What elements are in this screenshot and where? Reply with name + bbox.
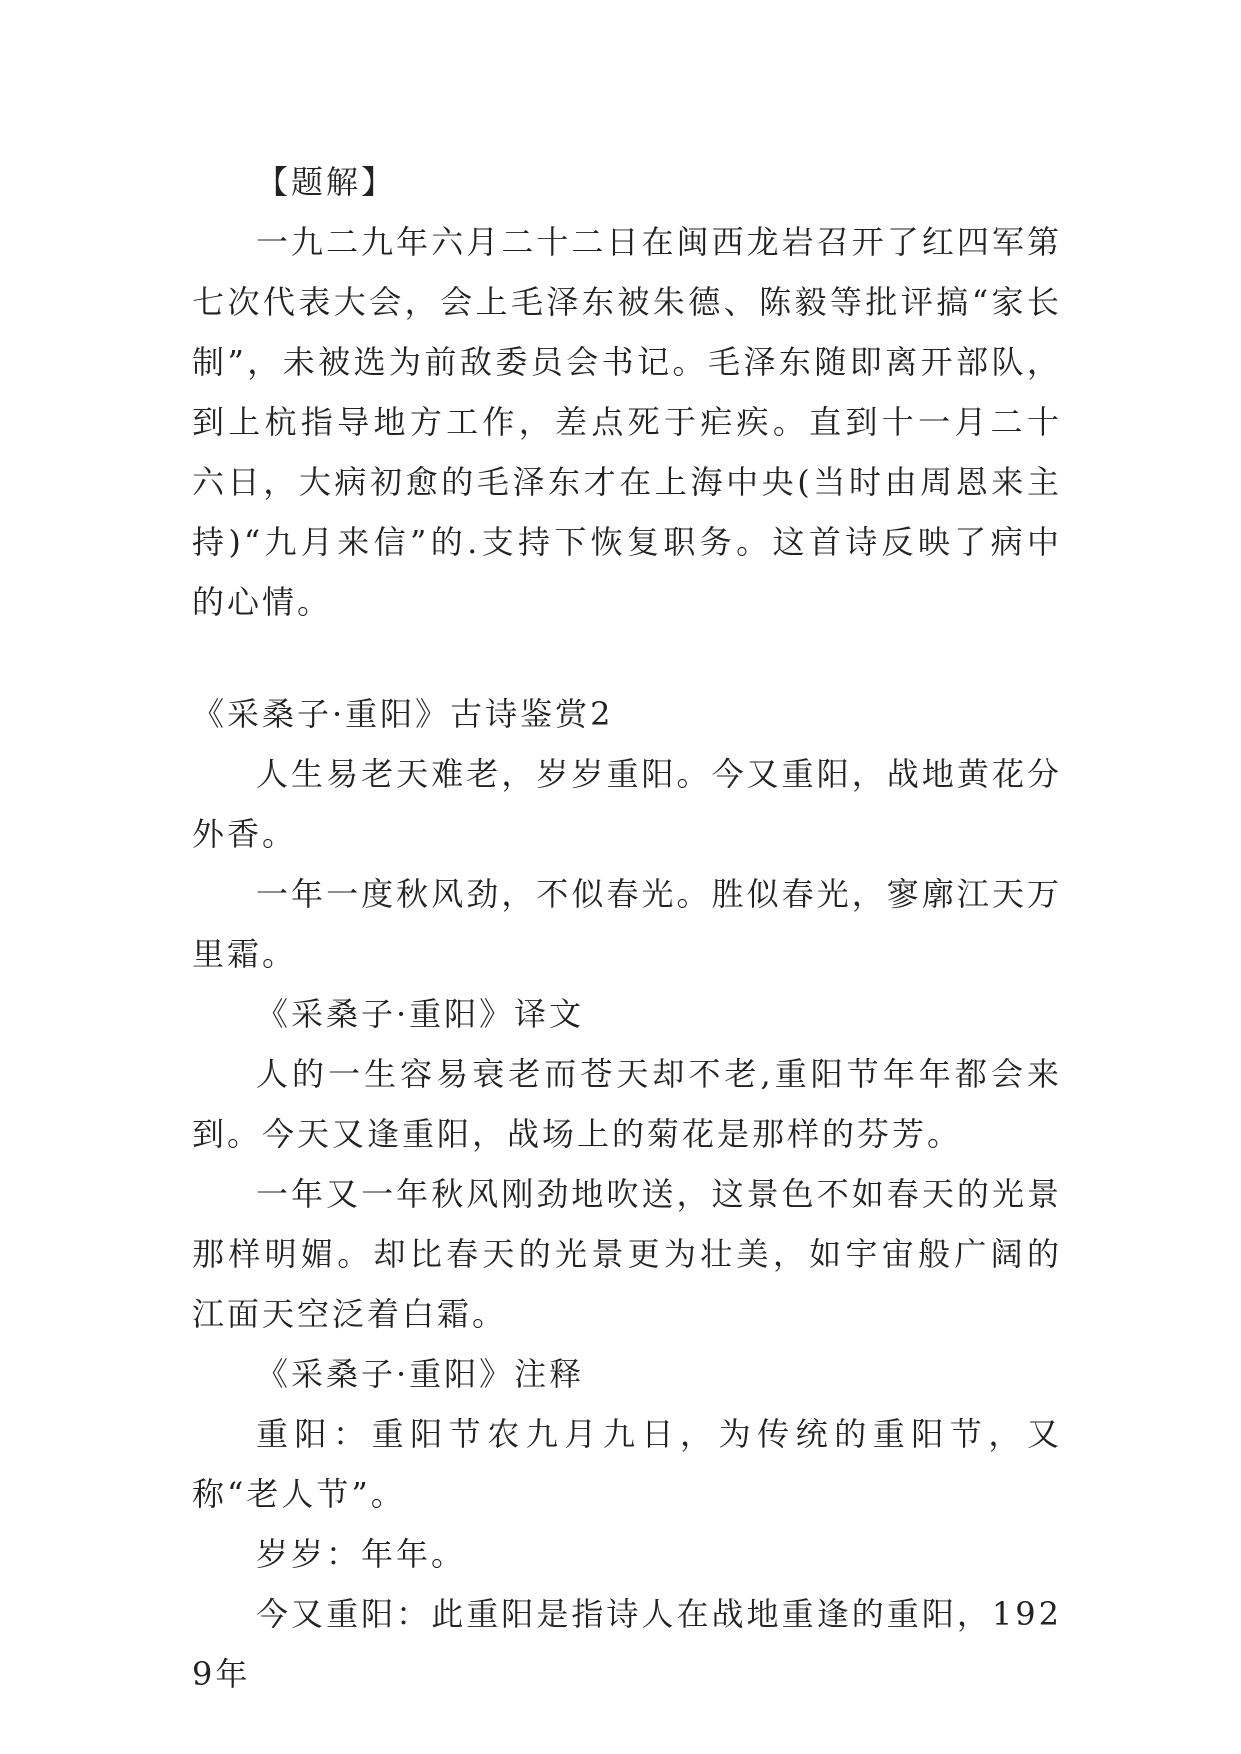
article-title: 《采桑子·重阳》古诗鉴赏2 [192,695,614,733]
translation-paragraph-1: 人的一生容易衰老而苍天却不老,重阳节年年都会来到。今天又逢重阳，战场上的菊花是那样的芬芳。 [192,1055,1062,1153]
note-suisui: 岁岁：年年。 [256,1535,467,1573]
note-chongyang: 重阳：重阳节农九月九日，为传统的重阳节，又称“老人节”。 [192,1415,1062,1513]
tijie-paragraph: 一九二九年六月二十二日在闽西龙岩召开了红四军第七次代表大会，会上毛泽东被朱德、陈毅等批评搞“家长制”，未被选为前敌委员会书记。毛泽东随即离开部队，到上杭指导地方工作，差点死于疟疾。直到十一月二十六日，大病初愈的毛泽东才在上海中央(当时由周恩来主持)“九月来信”的.支持下恢复职务。这首诗反映了病中的心情。 [192,223,1062,621]
section-gap [192,632,1062,684]
document-content [192,152,1062,1704]
section-heading-tijie: 【题解】 [256,163,397,201]
note-jinyouchongyang: 今又重阳：此重阳是指诗人在战地重逢的重阳，1929年 [192,1595,1062,1693]
poem-stanza-2: 一年一度秋风劲，不似春光。胜似春光，寥廓江天万里霜。 [192,875,1062,973]
translation-heading: 《采桑子·重阳》译文 [256,995,585,1033]
notes-heading: 《采桑子·重阳》注释 [256,1355,585,1393]
poem-stanza-1: 人生易老天难老，岁岁重阳。今又重阳，战地黄花分外香。 [192,755,1062,853]
translation-paragraph-2: 一年又一年秋风刚劲地吹送，这景色不如春天的光景那样明媚。却比春天的光景更为壮美，如宇宙般广阔的江面天空泛着白霜。 [192,1175,1062,1333]
